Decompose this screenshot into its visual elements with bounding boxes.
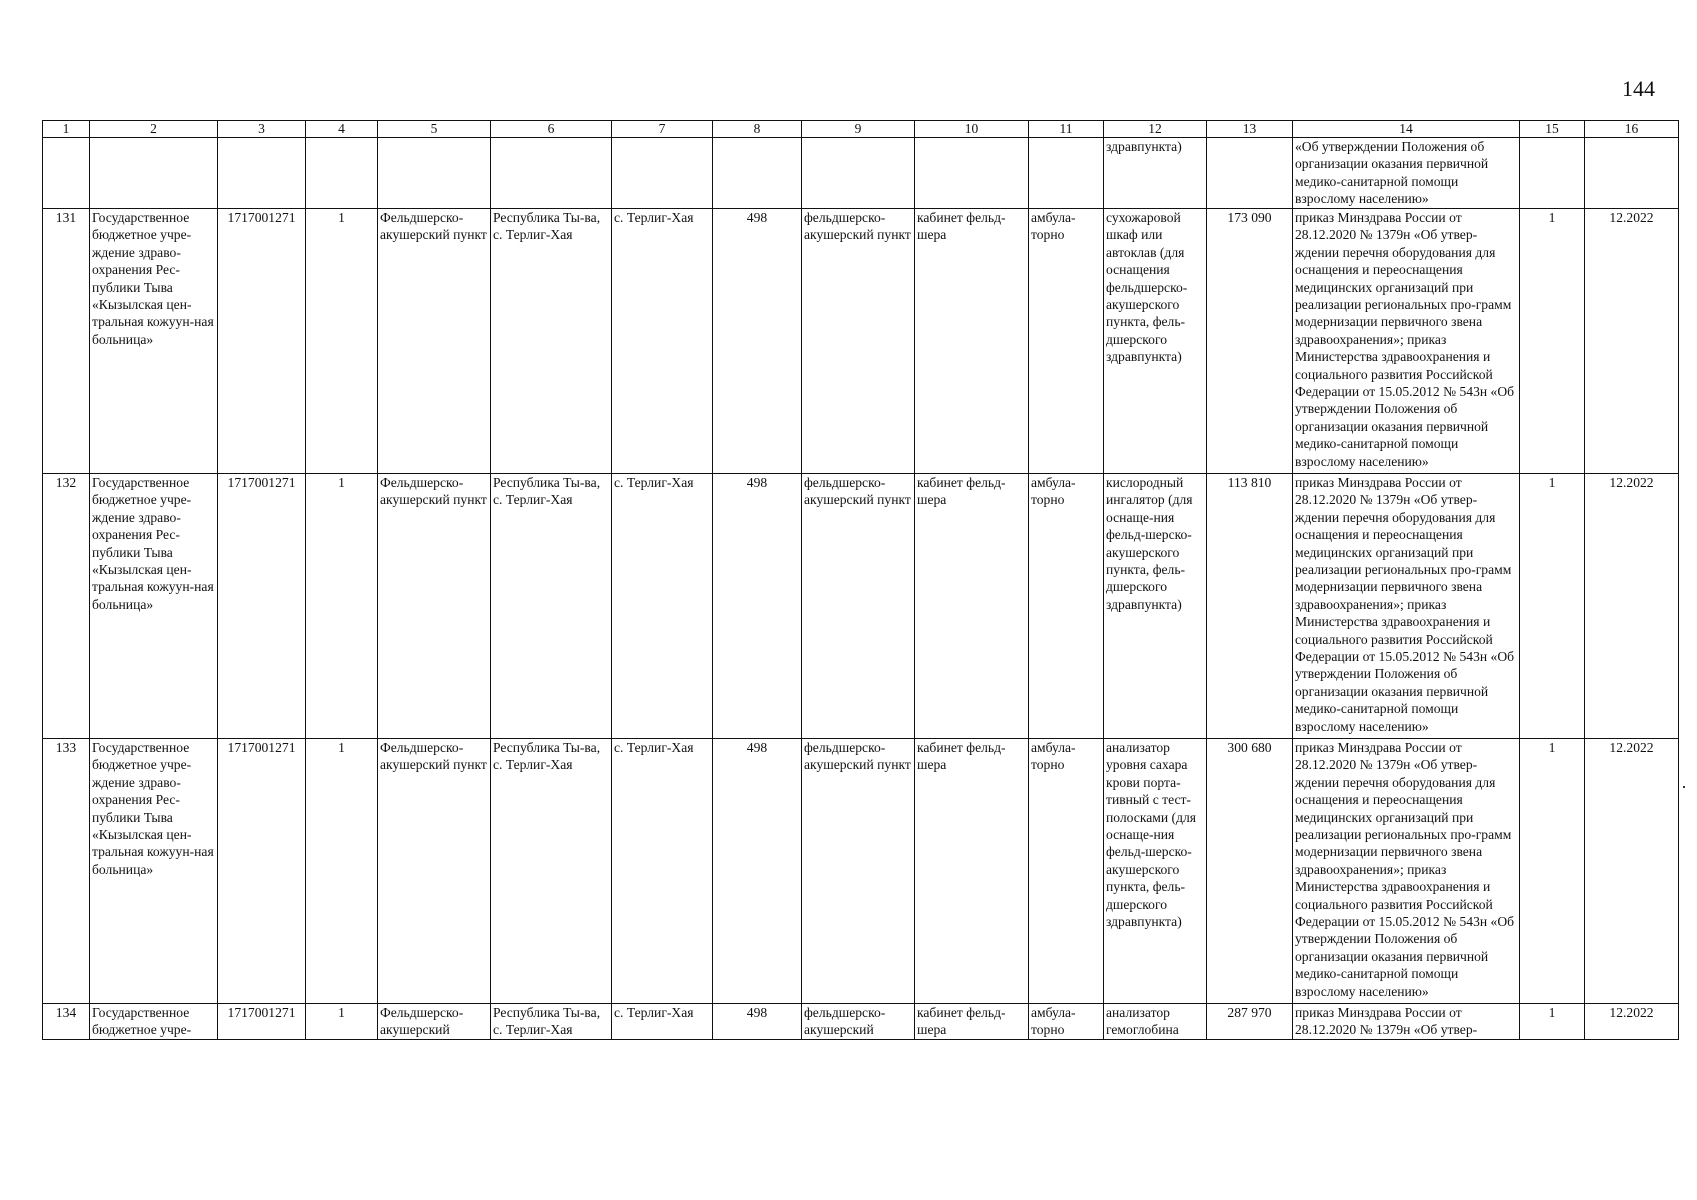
table-cell: [802, 138, 915, 209]
column-header: 4: [306, 121, 378, 138]
column-header: 5: [378, 121, 491, 138]
column-header: 8: [713, 121, 802, 138]
equipment-cell: сухожаровой шкаф или автоклав (для оснащения фельдшерско-акушерского пункта, фель-дшерского здравпункта): [1104, 209, 1207, 474]
mode-cell: амбула-торно: [1029, 474, 1104, 739]
mode-cell: амбула-торно: [1029, 1004, 1104, 1040]
column-header: 10: [915, 121, 1029, 138]
table-cell: [306, 138, 378, 209]
date-cell: 12.2022: [1585, 474, 1679, 739]
column-header: 3: [218, 121, 306, 138]
page-number: 144: [1622, 76, 1655, 101]
table-row-continued: [43, 138, 1679, 209]
room-cell: кабинет фельд-шера: [915, 739, 1029, 1004]
address-cell: Республика Ты-ва, с. Терлиг-Хая: [491, 739, 612, 1004]
room-cell: кабинет фельд-шера: [915, 209, 1029, 474]
price-cell: 287 970: [1207, 1004, 1293, 1040]
table-row: [43, 209, 1679, 474]
table-cell: [1207, 138, 1293, 209]
scan-dot: [1683, 786, 1685, 788]
column-header: 1: [43, 121, 90, 138]
unit-cell: фельдшерско-акушерский пункт: [802, 739, 915, 1004]
address-cell: Республика Ты-ва, с. Терлиг-Хая: [491, 209, 612, 474]
organization-cell: Государственное бюджетное учре-ждение здраво-охранения Рес-публики Тыва «Кызылская цен-тральная кожуун-ная больница»: [90, 209, 218, 474]
row-number-cell: 134: [43, 1004, 90, 1040]
object-type-cell: Фельдшерско-акушерский: [378, 1004, 491, 1040]
column-header: 9: [802, 121, 915, 138]
unit-cell: фельдшерско-акушерский: [802, 1004, 915, 1040]
inn-cell: 1717001271: [218, 1004, 306, 1040]
column-header: 12: [1104, 121, 1207, 138]
date-cell: 12.2022: [1585, 209, 1679, 474]
basis-cell: приказ Минздрава России от 28.12.2020 № 1379н «Об утвер-ждении перечня оборудования для оснащения и переоснащения медицинских организаций при реализации региональных про-грамм модернизации первичного звена здравоохранения»; приказ Министерства здравоохранения и социального развития Российской Федерации от 15.05.2012 № 543н «Об утверждении Положения об организации оказания первичной медико-санитарной помощи взрослому населению»: [1293, 209, 1520, 474]
date-cell: 12.2022: [1585, 1004, 1679, 1040]
settlement-cell: с. Терлиг-Хая: [612, 209, 713, 474]
basis-cell: «Об утверждении Положения об организации оказания первичной медико-санитарной помощи взрослому населению»: [1293, 138, 1520, 209]
address-cell: Республика Ты-ва, с. Терлиг-Хая: [491, 1004, 612, 1040]
organization-cell: Государственное бюджетное учре-: [90, 1004, 218, 1040]
object-count-cell: 1: [306, 209, 378, 474]
quantity-cell: 1: [1520, 1004, 1585, 1040]
column-header: 6: [491, 121, 612, 138]
equipment-cell: анализатор гемоглобина: [1104, 1004, 1207, 1040]
object-type-cell: Фельдшерско-акушерский пункт: [378, 209, 491, 474]
column-header: 14: [1293, 121, 1520, 138]
population-cell: 498: [713, 739, 802, 1004]
table-cell: [1520, 138, 1585, 209]
object-count-cell: 1: [306, 1004, 378, 1040]
mode-cell: амбула-торно: [1029, 739, 1104, 1004]
inn-cell: 1717001271: [218, 474, 306, 739]
table-cell: [43, 138, 90, 209]
organization-cell: Государственное бюджетное учре-ждение здраво-охранения Рес-публики Тыва «Кызылская цен-тральная кожуун-ная больница»: [90, 474, 218, 739]
column-header: 16: [1585, 121, 1679, 138]
object-type-cell: Фельдшерско-акушерский пункт: [378, 739, 491, 1004]
settlement-cell: с. Терлиг-Хая: [612, 1004, 713, 1040]
row-number-cell: 132: [43, 474, 90, 739]
equipment-cell: анализатор уровня сахара крови порта-тивный с тест-полосками (для оснаще-ния фельд-шерско-акушерского пункта, фель-дшерского здравпункта): [1104, 739, 1207, 1004]
price-cell: 300 680: [1207, 739, 1293, 1004]
address-cell: Республика Ты-ва, с. Терлиг-Хая: [491, 474, 612, 739]
room-cell: кабинет фельд-шера: [915, 474, 1029, 739]
object-type-cell: Фельдшерско-акушерский пункт: [378, 474, 491, 739]
inn-cell: 1717001271: [218, 209, 306, 474]
quantity-cell: 1: [1520, 474, 1585, 739]
equipment-cell: здравпункта): [1104, 138, 1207, 209]
unit-cell: фельдшерско-акушерский пункт: [802, 474, 915, 739]
equipment-cell: кислородный ингалятор (для оснаще-ния фельд-шерско-акушерского пункта, фель-дшерского здравпункта): [1104, 474, 1207, 739]
settlement-cell: с. Терлиг-Хая: [612, 739, 713, 1004]
room-cell: кабинет фельд-шера: [915, 1004, 1029, 1040]
table-cell: [90, 138, 218, 209]
column-header: 11: [1029, 121, 1104, 138]
table-row: [43, 739, 1679, 1004]
table-cell: [612, 138, 713, 209]
column-header: 13: [1207, 121, 1293, 138]
table-cell: [491, 138, 612, 209]
column-header: 2: [90, 121, 218, 138]
population-cell: 498: [713, 474, 802, 739]
table-cell: [1585, 138, 1679, 209]
table-header-row: [43, 121, 1679, 138]
object-count-cell: 1: [306, 739, 378, 1004]
organization-cell: Государственное бюджетное учре-ждение здраво-охранения Рес-публики Тыва «Кызылская цен-тральная кожуун-ная больница»: [90, 739, 218, 1004]
table-cell: [713, 138, 802, 209]
row-number-cell: 131: [43, 209, 90, 474]
date-cell: 12.2022: [1585, 739, 1679, 1004]
price-cell: 113 810: [1207, 474, 1293, 739]
column-header: 7: [612, 121, 713, 138]
table-cell: [1029, 138, 1104, 209]
object-count-cell: 1: [306, 474, 378, 739]
population-cell: 498: [713, 209, 802, 474]
table-cell: [378, 138, 491, 209]
column-header: 15: [1520, 121, 1585, 138]
unit-cell: фельдшерско-акушерский пункт: [802, 209, 915, 474]
table-row: [43, 474, 1679, 739]
table-cell: [218, 138, 306, 209]
basis-cell: приказ Минздрава России от 28.12.2020 № 1379н «Об утвер-ждении перечня оборудования для оснащения и переоснащения медицинских организаций при реализации региональных про-грамм модернизации первичного звена здравоохранения»; приказ Министерства здравоохранения и социального развития Российской Федерации от 15.05.2012 № 543н «Об утверждении Положения об организации оказания первичной медико-санитарной помощи взрослому населению»: [1293, 739, 1520, 1004]
quantity-cell: 1: [1520, 209, 1585, 474]
inn-cell: 1717001271: [218, 739, 306, 1004]
equipment-table: [42, 120, 1679, 1040]
table-cell: [915, 138, 1029, 209]
quantity-cell: 1: [1520, 739, 1585, 1004]
table-row: [43, 1004, 1679, 1040]
price-cell: 173 090: [1207, 209, 1293, 474]
basis-cell: приказ Минздрава России от 28.12.2020 № 1379н «Об утвер-: [1293, 1004, 1520, 1040]
row-number-cell: 133: [43, 739, 90, 1004]
mode-cell: амбула-торно: [1029, 209, 1104, 474]
population-cell: 498: [713, 1004, 802, 1040]
settlement-cell: с. Терлиг-Хая: [612, 474, 713, 739]
basis-cell: приказ Минздрава России от 28.12.2020 № 1379н «Об утвер-ждении перечня оборудования для оснащения и переоснащения медицинских организаций при реализации региональных про-грамм модернизации первичного звена здравоохранения»; приказ Министерства здравоохранения и социального развития Российской Федерации от 15.05.2012 № 543н «Об утверждении Положения об организации оказания первичной медико-санитарной помощи взрослому населению»: [1293, 474, 1520, 739]
